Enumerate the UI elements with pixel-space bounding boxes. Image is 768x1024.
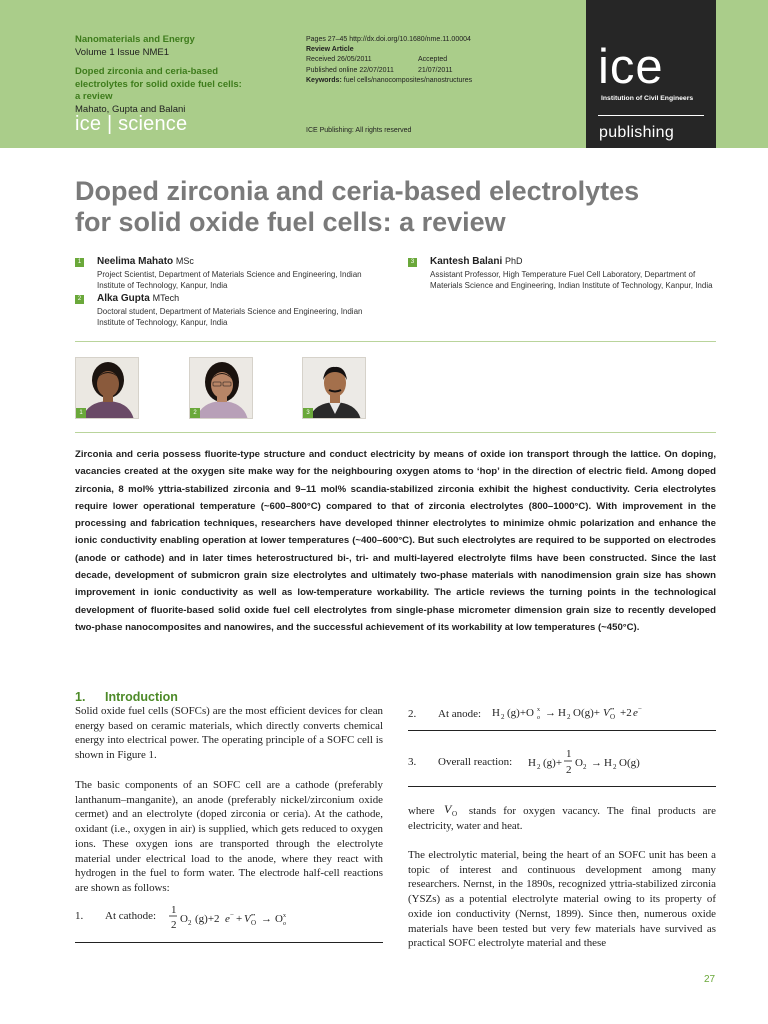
author-block: 1 Neelima Mahato MSc Project Scientist, Department of Materials Science and Engineering, Indian Institute of Technology, Kanpur, India — [75, 256, 395, 286]
electrolyte-paragraph: The electrolytic material, being the heart of an SOFC unit has been a topic of interest and continuous development among many researchers. Nernst, in the 1890s, recognized yttria-stabilized zirconia (YSZs) as a potential electrolyte material owing to its property of oxide ion conductivity (Nernst, 1899). Since then, numerous oxide materials have been tested but very few materials have survived as practical SOFC electrolyte material and these — [408, 849, 716, 950]
short-authors: Mahato, Gupta and Balani — [75, 103, 186, 115]
svg-text:2: 2 — [188, 919, 192, 927]
author-photo-2: 2 — [189, 357, 253, 419]
svg-text:O: O — [610, 713, 616, 721]
logo-divider — [598, 115, 704, 116]
svg-text:(g)+: (g)+ — [543, 757, 563, 769]
author-affiliation: Assistant Professor, High Temperature Fuel Cell Laboratory, Department of Materials Science and Engineering, Indian Institute of Technology, Kanpur, India — [430, 270, 713, 290]
divider-line — [75, 432, 716, 433]
publishing-label: publishing — [599, 124, 675, 141]
author-name: Kantesh Balani PhD — [430, 256, 523, 267]
svg-text:V: V — [443, 802, 452, 816]
svg-text:O(g)+: O(g)+ — [573, 707, 600, 719]
equation-rule — [408, 730, 716, 731]
svg-text:O: O — [275, 913, 283, 925]
svg-text:→: → — [545, 707, 556, 719]
svg-text:H: H — [492, 707, 500, 719]
equation-rule — [75, 942, 383, 943]
ice-logo: ice — [598, 40, 664, 94]
published-date: Published online 22/07/2011 — [306, 66, 394, 74]
svg-text:O(g): O(g) — [619, 757, 640, 769]
short-title-line: a review — [75, 91, 113, 102]
svg-text:H: H — [558, 707, 566, 719]
svg-text:O: O — [251, 919, 257, 927]
author-block: 2 Alka Gupta MTech Doctoral student, Department of Materials Science and Engineering, Indian Institute of Technology, Kanpur, India — [75, 293, 395, 323]
svg-text:1: 1 — [566, 748, 572, 760]
svg-text:2: 2 — [583, 763, 587, 771]
article-type: Review Article — [306, 46, 354, 54]
received-date: Received 26/05/2011 — [306, 56, 372, 64]
svg-text:−: − — [230, 911, 234, 919]
svg-text:V: V — [244, 913, 251, 925]
svg-text:+: + — [236, 913, 243, 925]
svg-text:2: 2 — [566, 764, 572, 776]
svg-text:x: x — [283, 913, 286, 919]
page-number: 27 — [704, 974, 716, 985]
author-affiliation: Project Scientist, Department of Materials Science and Engineering, Indian Institute of Technology, Kanpur, India — [97, 270, 362, 290]
svg-text:O: O — [451, 810, 457, 816]
svg-text:2: 2 — [501, 713, 505, 721]
anode-formula — [490, 702, 710, 726]
intro-paragraph: The basic components of an SOFC cell are a cathode (preferably lanthanum–manganite), an anode (preferably nickel/zirconium oxide cermet) and an electrolyte (doped zirconia or ceria). At the cathode, oxidant (i.e., oxygen in air) is supplied, which gets reduced to oxygen ions. These oxygen ions are transported through the electrolyte material under electrical load to the anode, where they react with hydrogen in the fuel to form water. The electrode half-cell reactions are shown as follows: — [75, 779, 383, 894]
author-name: Neelima Mahato MSc — [97, 256, 194, 267]
svg-text:O: O — [180, 913, 188, 925]
svg-text:V: V — [603, 707, 610, 719]
equation-rule — [408, 786, 716, 787]
intro-paragraph: Solid oxide fuel cells (SOFCs) are the most efficient devices for clean energy based on ceramic materials, which directly converts chemical energy into electrical power. The operating principle of a SOFC cell is shown in Figure 1. — [75, 705, 383, 762]
svg-text:(g)+2: (g)+2 — [195, 913, 220, 925]
keywords: Keywords: fuel cells/nanocomposites/nanostructures — [306, 76, 473, 84]
svg-text:2: 2 — [567, 713, 571, 721]
svg-text:o: o — [283, 921, 286, 927]
ice-science-brand: ice | science — [75, 113, 188, 135]
equation-overall: 3. Overall reaction: H 2 (g)+ 1 2 O 2 → H 2 O(g) — [408, 756, 716, 778]
abstract-text: Zirconia and ceria possess fluorite-type structure and conduct electricity by means of oxide ion transport through the lattice. On doping, vacancies created at the oxygen site make way for the neighbouring oxygen atoms to ‘hop’ in the direction of electric field. Among doped zirconia, 8 mol% yttria-stabilized zirconia and 9–11 mol% scandia-stabilized zirconia exhibit the highest conductivity. Ceria electrolytes require lower operational temperature (~600–800°C) compared to that of zirconia electrolytes (800–1000°C). With improvement in the processing and fabrication techniques, researchers have developed thinner electrolytes to minimize ohmic polarization and enhance the ionic conductivity enabling operation at lower temperatures (~400–600°C). But such electrolytes are required to be supported on electrodes (anode or cathode) and in later times heterostructured bi-, tri- and multi-layered electrolyte films have been constructed. Since the last decade, development of submicron grain size electrolytes and ultimately two-phase materials with nanodimension grain size has shown improvement in ionic conductivity as well as low-temperature workability. The article reviews the turning points in the technological development of fluorite-based solid oxide fuel cell electrolytes from single-phase micrometer dimension grain size to recently developed two-phase nanocomposites and nanowires, and the successful achievement of its workability at low temperatures (~450°C). — [75, 449, 716, 633]
svg-text:2: 2 — [537, 763, 541, 771]
section-heading: 1. Introduction — [75, 690, 178, 704]
overall-formula — [526, 744, 706, 778]
svg-text:2: 2 — [171, 919, 177, 931]
svg-text:→: → — [591, 757, 602, 769]
equation-cathode: 1. At cathode: 1 2 O 2 (g)+2 e − + V •• O → O x o — [75, 910, 383, 934]
pages-doi: Pages 27–45 http://dx.doi.org/10.1680/nme.11.00004 — [306, 36, 471, 43]
author-affiliation: Doctoral student, Department of Materials Science and Engineering, Indian Institute of Technology, Kanpur, India — [97, 307, 363, 327]
author-name: Alka Gupta MTech — [97, 293, 180, 304]
journal-name: Nanomaterials and Energy — [75, 34, 195, 45]
svg-text:••: •• — [251, 913, 256, 919]
svg-text:(g)+O: (g)+O — [507, 707, 534, 719]
oxygen-vacancy-symbol — [442, 802, 462, 816]
svg-text:→: → — [261, 913, 272, 925]
svg-text:H: H — [604, 757, 612, 769]
svg-text:H: H — [528, 757, 536, 769]
accepted-date: Accepted 21/07/2011 — [418, 56, 453, 74]
svg-text:••: •• — [610, 707, 615, 713]
journal-reference — [75, 34, 242, 116]
svg-text:e: e — [633, 707, 638, 719]
author-photo-3: 3 — [302, 357, 366, 419]
author-block: 3 Kantesh Balani PhD Assistant Professor, High Temperature Fuel Cell Laboratory, Department of Materials Science and Engineering, Indian Institute of Technology, Kanpur, India — [408, 256, 718, 304]
author-photo-1: 1 — [75, 357, 139, 419]
equation-anode: 2. At anode: H 2 (g)+O x o → H 2 O(g)+ V •• O +2 e − — [408, 708, 716, 728]
svg-text:x: x — [537, 707, 540, 713]
svg-text:e: e — [225, 913, 230, 925]
vacancy-paragraph: where V O stands for oxygen vacancy. The final products are electricity, water and heat. — [408, 802, 716, 832]
svg-text:o: o — [537, 715, 540, 721]
svg-text:O: O — [575, 757, 583, 769]
article-title: Doped zirconia and ceria-based electrolytes for solid oxide fuel cells: a review — [75, 176, 640, 237]
short-title-line: Doped zirconia and ceria-based — [75, 66, 219, 77]
svg-text:−: − — [638, 705, 642, 713]
divider-line — [75, 341, 716, 342]
institution-name: Institution of Civil Engineers — [601, 95, 694, 102]
short-title-line: electrolytes for solid oxide fuel cells: — [75, 78, 242, 90]
copyright-notice: ICE Publishing: All rights reserved — [306, 127, 412, 134]
svg-text:+2: +2 — [620, 707, 632, 719]
article-metadata — [306, 35, 472, 86]
svg-text:1: 1 — [171, 904, 177, 916]
journal-volume: Volume 1 Issue NME1 — [75, 46, 169, 58]
svg-text:2: 2 — [613, 763, 617, 771]
cathode-formula — [167, 903, 377, 933]
